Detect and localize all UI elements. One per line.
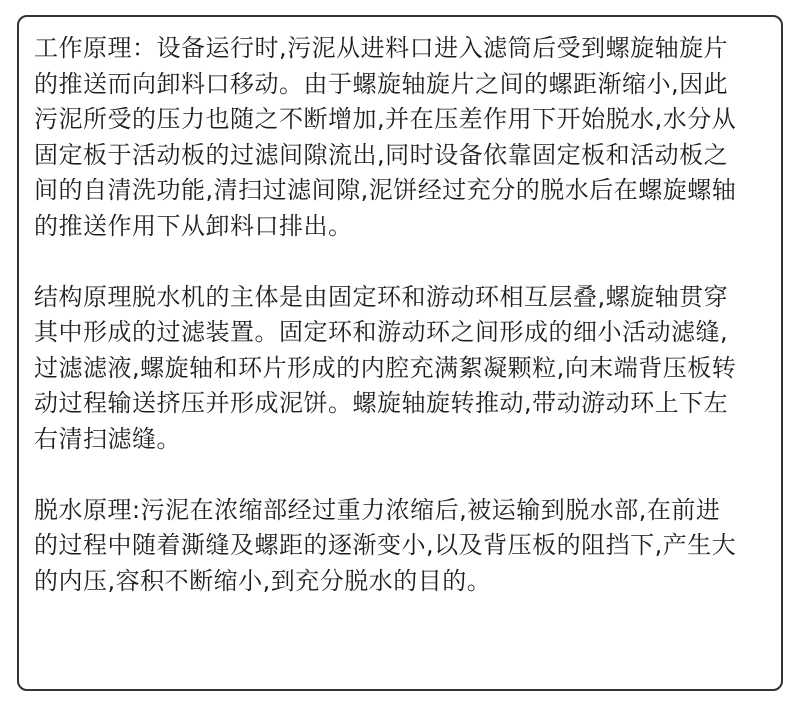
text-line: 的推送而向卸料口移动。由于螺旋轴旋片之间的螺距渐缩小,因此 <box>34 69 729 98</box>
text-line: 过滤滤液,螺旋轴和环片形成的内腔充满絮凝颗粒,向末端背压板转 <box>34 353 737 382</box>
text-line: 固定板于活动板的过滤间隙流出,同时设备依靠固定板和活动板之 <box>34 140 729 169</box>
text-line: 的内压,容积不断缩小,到充分脱水的目的。 <box>34 566 492 595</box>
text-line: 动过程输送挤压并形成泥饼。螺旋轴旋转推动,带动游动环上下左 <box>34 389 729 417</box>
text-line: 右清扫滤缝。 <box>34 424 181 453</box>
text-line: 工作原理：设备运行时,污泥从进料口进入滤筒后受到螺旋轴旋片 <box>34 34 729 62</box>
paragraph-spacer <box>34 244 772 280</box>
paragraph-structure-principle <box>34 280 772 458</box>
text-line: 的推送作用下从卸料口排出。 <box>34 211 353 240</box>
text-card <box>17 15 783 691</box>
document-body <box>34 31 772 599</box>
text-line: 其中形成的过滤装置。固定环和游动环之间形成的细小活动滤缝, <box>34 318 729 346</box>
text-line: 的过程中随着澌缝及螺距的逐渐变小,以及背压板的阻挡下,产生大 <box>34 531 737 559</box>
text-line: 间的自清洗功能,清扫过滤间隙,泥饼经过充分的脱水后在螺旋螺轴 <box>34 176 737 204</box>
paragraph-spacer <box>34 457 772 493</box>
paragraph-working-principle <box>34 31 772 244</box>
paragraph-dewatering-principle <box>34 493 772 600</box>
text-line: 污泥所受的压力也随之不断增加,并在压差作用下开始脱水,水分从 <box>34 105 737 133</box>
text-line: 结构原理脱水机的主体是由固定环和游动环相互层叠,螺旋轴贯穿 <box>34 282 729 311</box>
text-line: 脱水原理:污泥在浓缩部经过重力浓缩后,被运输到脱水部,在前进 <box>34 495 721 524</box>
